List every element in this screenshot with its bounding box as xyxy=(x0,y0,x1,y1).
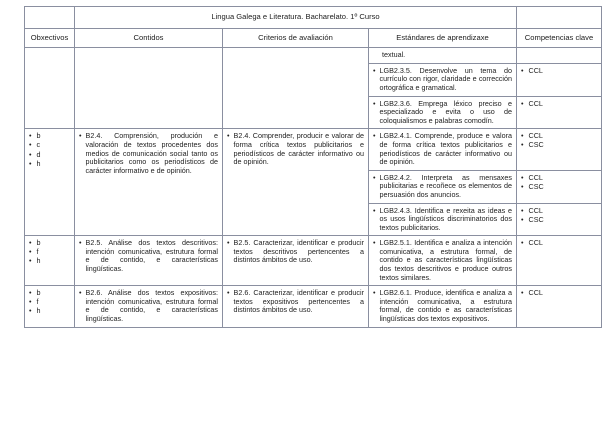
column-header-contents: Contidos xyxy=(75,28,223,48)
bullet-icon: • xyxy=(373,238,376,248)
competence-item: • CCL xyxy=(521,289,597,298)
competences-cell xyxy=(517,286,602,327)
standard-text: textual. xyxy=(382,50,406,60)
standard-cell xyxy=(369,203,517,236)
standard-wrapper xyxy=(373,239,512,282)
competence-item: • CCL xyxy=(521,207,597,216)
competence-item: • CCL xyxy=(521,100,597,109)
competences-cell xyxy=(517,48,602,64)
criteria-cell xyxy=(223,48,369,129)
objective-item: • h xyxy=(29,160,70,169)
objective-item: • c xyxy=(29,141,70,150)
content-text-wrapper xyxy=(79,132,218,175)
standard-text: LGB2.3.5. Desenvolve un tema do currículo con rigor, claridade e corrección ortográfica e gramatical. xyxy=(379,65,512,92)
content-text: B2.6. Análise dos textos expositivos: intención comunicativa, estrutura formal e de contido, e características lingüísticas. xyxy=(85,288,218,324)
standard-text: LGB2.4.3. Identifica e rexeita as ideas e os usos lingüísticos discriminatorios dos textos publicitarios. xyxy=(379,205,512,232)
competences-cell xyxy=(517,96,602,129)
bullet-icon: • xyxy=(227,238,230,248)
competence-item: • CSC xyxy=(521,141,597,150)
competences-cell xyxy=(517,236,602,286)
objective-item-list xyxy=(29,132,70,168)
standard-wrapper xyxy=(373,100,512,126)
objective-item: • f xyxy=(29,248,70,257)
criteria-text: B2.5. Caracterizar, identificar e producir textos descritivos pertencentes a distintos ámbitos de uso. xyxy=(233,238,364,265)
competence-item: • CCL xyxy=(521,132,597,141)
content-text-wrapper xyxy=(79,239,218,273)
content-cell xyxy=(75,129,223,236)
standard-text: LGB2.5.1. Identifica e analiza a intención comunicativa, a estrutura formal, de contido e as características lingüísticas dos textos descritivos e produce outros textos similares. xyxy=(379,238,512,282)
competences-cell xyxy=(517,203,602,236)
bullet-icon: • xyxy=(227,288,230,298)
competence-item: • CCL xyxy=(521,67,597,76)
standard-cell xyxy=(369,96,517,129)
objectives-cell xyxy=(25,129,75,236)
table-title-row xyxy=(25,7,602,29)
criteria-cell xyxy=(223,129,369,236)
bullet-icon: • xyxy=(373,98,376,108)
bullet-icon: • xyxy=(373,205,376,215)
criteria-cell xyxy=(223,236,369,286)
competence-item-list xyxy=(521,67,597,76)
title-spacer-cell xyxy=(25,7,75,29)
title-spacer-cell xyxy=(517,7,602,29)
objective-item: • f xyxy=(29,298,70,307)
table-row xyxy=(25,236,602,286)
content-cell xyxy=(75,286,223,327)
table-title: Lingua Galega e Literatura. Bacharelato. 1º Curso xyxy=(75,7,517,29)
bullet-icon: • xyxy=(79,238,82,248)
content-text-wrapper xyxy=(79,289,218,323)
standard-cell xyxy=(369,286,517,327)
bullet-icon: • xyxy=(373,288,376,298)
column-header-criteria: Criterios de avaliación xyxy=(223,28,369,48)
competence-item-list xyxy=(521,132,597,150)
competence-item-list xyxy=(521,100,597,109)
competence-item: • CSC xyxy=(521,216,597,225)
standard-cell xyxy=(369,236,517,286)
content-cell xyxy=(75,48,223,129)
table-row xyxy=(25,286,602,327)
bullet-icon: • xyxy=(227,131,230,141)
bullet-icon: • xyxy=(373,131,376,141)
bullet-icon: • xyxy=(79,131,82,141)
competence-item: • CCL xyxy=(521,174,597,183)
content-cell xyxy=(75,236,223,286)
table-row xyxy=(25,48,602,64)
objective-item: • h xyxy=(29,257,70,266)
column-header-standards: Estándares de aprendizaxe xyxy=(369,28,517,48)
content-text: B2.4. Comprensión, produción e valoración de textos procedentes dos medios de comunicación social tanto os publicitarios como os periodísticos de carácter informativo e de opinión. xyxy=(85,131,218,175)
criteria-text-wrapper xyxy=(227,132,364,166)
criteria-cell xyxy=(223,286,369,327)
standard-cell xyxy=(369,48,517,64)
standard-wrapper xyxy=(373,207,512,233)
table-row xyxy=(25,129,602,170)
objective-item: • b xyxy=(29,132,70,141)
standard-wrapper xyxy=(373,67,512,93)
standard-wrapper xyxy=(373,132,512,166)
criteria-text-wrapper xyxy=(227,289,364,315)
standard-text: LGB2.3.6. Emprega léxico preciso e especializado e evita o uso de coloquialismos e palabras comodín. xyxy=(379,98,512,125)
column-header-objectives: Obxectivos xyxy=(25,28,75,48)
competences-cell xyxy=(517,129,602,170)
curriculum-table xyxy=(24,6,602,328)
content-text: B2.5. Análise dos textos descritivos: intención comunicativa, estrutura formal e de contido, e características lingüísticas. xyxy=(85,238,218,274)
standard-text: LGB2.4.2. Interpreta as mensaxes publicitarias e recoñece os elementos de persuasión dos anuncios. xyxy=(379,172,512,199)
standard-wrapper xyxy=(373,174,512,200)
objective-item: • d xyxy=(29,151,70,160)
competence-item-list xyxy=(521,174,597,192)
objectives-cell xyxy=(25,286,75,327)
standard-wrapper xyxy=(373,289,512,323)
objective-item: • b xyxy=(29,239,70,248)
competence-item-list xyxy=(521,207,597,225)
objectives-cell xyxy=(25,236,75,286)
competence-item-list xyxy=(521,239,597,248)
table-body xyxy=(25,48,602,327)
objectives-cell xyxy=(25,48,75,129)
criteria-text: B2.6. Caracterizar, identificar e producir textos expositivos pertencentes a distintos ámbitos de uso. xyxy=(233,288,364,315)
competence-item: • CCL xyxy=(521,239,597,248)
objective-item: • b xyxy=(29,289,70,298)
bullet-icon: • xyxy=(373,65,376,75)
standard-text: LGB2.4.1. Comprende, produce e valora de forma crítica textos publicitarios e periodísticos de carácter informativo ou de opinión. xyxy=(379,131,512,167)
column-header-row xyxy=(25,28,602,48)
standard-cell xyxy=(369,170,517,203)
competences-cell xyxy=(517,63,602,96)
competence-item-list xyxy=(521,289,597,298)
bullet-icon: • xyxy=(373,172,376,182)
bullet-icon: • xyxy=(79,288,82,298)
criteria-text: B2.4. Comprender, producir e valorar de forma crítica textos publicitarios e periodísticos de carácter informativo ou de opinión. xyxy=(233,131,364,167)
objective-item-list xyxy=(29,289,70,316)
standard-text: LGB2.6.1. Produce, identifica e analiza a intención comunicativa, a estrutura formal, de contido e as características lingüísticas dos textos expositivos. xyxy=(379,288,512,324)
criteria-text-wrapper xyxy=(227,239,364,265)
column-header-competences: Competencias clave xyxy=(517,28,602,48)
competences-cell xyxy=(517,170,602,203)
standard-cell xyxy=(369,63,517,96)
competence-item: • CSC xyxy=(521,183,597,192)
objective-item: • h xyxy=(29,307,70,316)
objective-item-list xyxy=(29,239,70,266)
standard-cell xyxy=(369,129,517,170)
